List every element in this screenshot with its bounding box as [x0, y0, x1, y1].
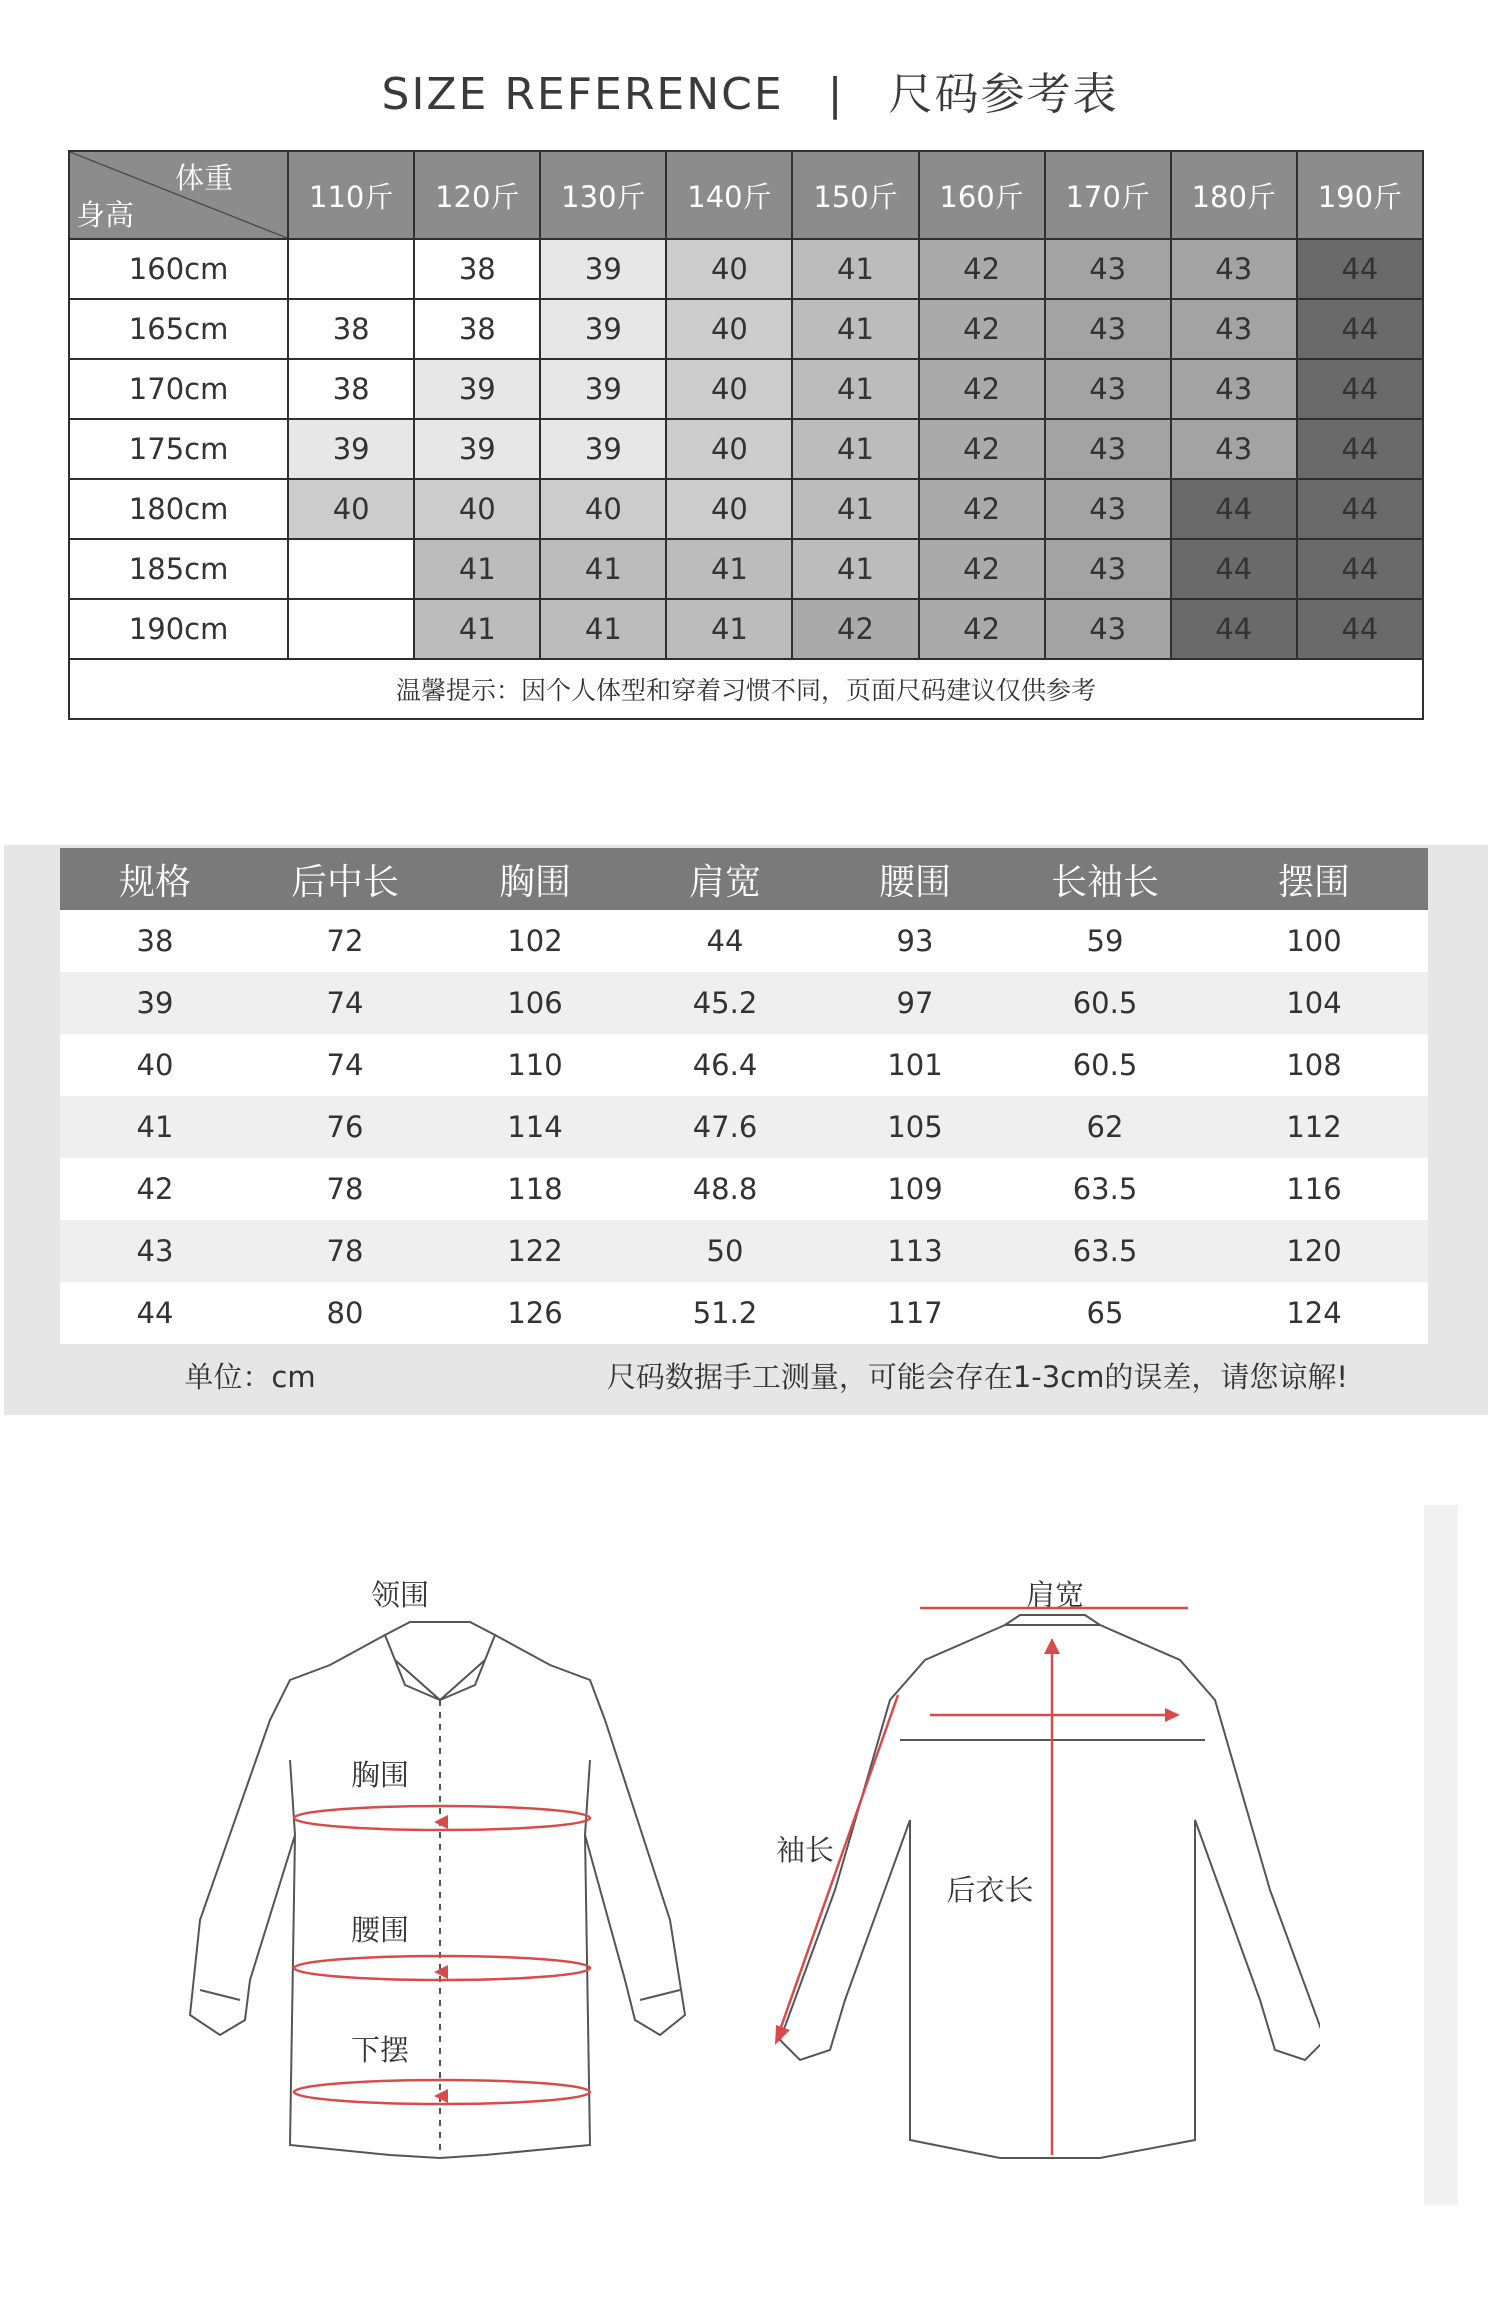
size-cell	[288, 539, 414, 599]
measurement-row	[60, 1034, 1428, 1096]
size-cell: 43	[1171, 359, 1297, 419]
size-cell: 41	[792, 359, 918, 419]
measurement-header-cell: 长袖长	[1010, 848, 1200, 910]
measurement-cell: 117	[820, 1282, 1010, 1344]
note-row	[69, 659, 1423, 719]
size-cell: 42	[919, 239, 1045, 299]
size-row	[69, 239, 1423, 299]
size-cell: 40	[414, 479, 540, 539]
left-cuff	[200, 1990, 240, 2000]
measurement-header	[60, 848, 1428, 910]
page-title	[0, 58, 1500, 122]
measurement-cell: 126	[440, 1282, 630, 1344]
height-cell: 175cm	[69, 419, 288, 479]
size-cell: 44	[1171, 599, 1297, 659]
measurement-cell: 108	[1200, 1034, 1428, 1096]
back-collar	[1005, 1615, 1100, 1625]
size-cell: 39	[288, 419, 414, 479]
title-zh: 尺码参考表	[888, 69, 1119, 120]
size-row	[69, 359, 1423, 419]
measurement-cell: 109	[820, 1158, 1010, 1220]
size-row	[69, 539, 1423, 599]
size-cell: 41	[666, 599, 792, 659]
size-reference-table	[68, 150, 1424, 720]
measurement-cell: 59	[1010, 910, 1200, 972]
size-cell: 38	[414, 239, 540, 299]
size-cell: 40	[540, 479, 666, 539]
size-cell: 42	[919, 539, 1045, 599]
measurement-row	[60, 972, 1428, 1034]
measurement-row	[60, 910, 1428, 972]
measurement-cell: 72	[250, 910, 440, 972]
back-shirt-diagram	[740, 1560, 1320, 2180]
size-cell: 42	[919, 599, 1045, 659]
size-cell: 41	[792, 239, 918, 299]
measurement-header-cell: 规格	[60, 848, 250, 910]
size-cell: 41	[792, 419, 918, 479]
size-cell: 44	[1171, 539, 1297, 599]
measurement-cell: 50	[630, 1220, 820, 1282]
title-en: SIZE REFERENCE	[381, 69, 784, 120]
size-cell: 43	[1045, 599, 1171, 659]
size-row	[69, 419, 1423, 479]
measurement-cell: 51.2	[630, 1282, 820, 1344]
measurement-cell: 76	[250, 1096, 440, 1158]
weight-header: 170斤	[1045, 151, 1171, 239]
size-cell: 40	[666, 359, 792, 419]
size-row	[69, 599, 1423, 659]
size-cell: 42	[792, 599, 918, 659]
height-cell: 190cm	[69, 599, 288, 659]
size-cell: 39	[414, 359, 540, 419]
measurement-cell: 106	[440, 972, 630, 1034]
size-cell: 42	[919, 479, 1045, 539]
size-cell: 39	[540, 359, 666, 419]
measurement-row	[60, 1220, 1428, 1282]
size-cell: 39	[540, 419, 666, 479]
size-cell: 40	[288, 479, 414, 539]
measurement-cell: 63.5	[1010, 1220, 1200, 1282]
size-cell: 41	[414, 599, 540, 659]
waist-label: 腰围	[350, 1913, 410, 1947]
weight-header: 140斤	[666, 151, 792, 239]
size-cell: 43	[1045, 299, 1171, 359]
measurement-cell: 62	[1010, 1096, 1200, 1158]
measurement-header-cell: 摆围	[1200, 848, 1428, 910]
size-cell: 43	[1171, 299, 1297, 359]
size-row	[69, 299, 1423, 359]
unit-note: 单位：cm	[60, 1344, 440, 1406]
measurement-header-cell: 后中长	[250, 848, 440, 910]
measurement-cell: 105	[820, 1096, 1010, 1158]
back-body-outline	[780, 1625, 1320, 2158]
size-row	[69, 479, 1423, 539]
measurement-cell: 97	[820, 972, 1010, 1034]
size-cell: 42	[919, 299, 1045, 359]
height-cell: 170cm	[69, 359, 288, 419]
size-cell: 44	[1297, 419, 1423, 479]
size-cell: 43	[1045, 359, 1171, 419]
measurement-cell: 100	[1200, 910, 1428, 972]
measurement-cell: 110	[440, 1034, 630, 1096]
weight-label: 体重	[175, 161, 234, 195]
measurement-cell: 120	[1200, 1220, 1428, 1282]
chest-arrow-icon	[434, 1815, 448, 1829]
error-note: 尺码数据手工测量，可能会存在1-3cm的误差，请您谅解!	[440, 1344, 1428, 1406]
measurement-row	[60, 1282, 1428, 1344]
measurement-cell: 47.6	[630, 1096, 820, 1158]
size-cell: 38	[288, 299, 414, 359]
size-cell: 43	[1045, 239, 1171, 299]
size-cell: 39	[540, 299, 666, 359]
measurement-row	[60, 1096, 1428, 1158]
measurement-cell: 60.5	[1010, 972, 1200, 1034]
measurement-cell: 46.4	[630, 1034, 820, 1096]
measurement-cell: 102	[440, 910, 630, 972]
size-cell: 39	[540, 239, 666, 299]
size-cell: 44	[1297, 479, 1423, 539]
size-cell: 44	[1297, 299, 1423, 359]
size-cell: 41	[540, 599, 666, 659]
measurement-cell: 45.2	[630, 972, 820, 1034]
measurement-cell: 118	[440, 1158, 630, 1220]
right-cuff	[640, 1990, 680, 2000]
size-cell: 44	[1297, 539, 1423, 599]
size-cell: 40	[666, 239, 792, 299]
size-cell: 43	[1045, 539, 1171, 599]
title-separator: |	[827, 69, 845, 120]
size-cell: 41	[792, 539, 918, 599]
weight-header: 120斤	[414, 151, 540, 239]
size-cell: 41	[792, 299, 918, 359]
measurement-header-cell: 腰围	[820, 848, 1010, 910]
measurement-cell: 124	[1200, 1282, 1428, 1344]
size-cell: 43	[1045, 479, 1171, 539]
corner-cell	[69, 151, 288, 239]
size-cell: 38	[288, 359, 414, 419]
weight-header: 160斤	[919, 151, 1045, 239]
measurement-header-cell: 胸围	[440, 848, 630, 910]
measurement-cell: 93	[820, 910, 1010, 972]
size-cell: 40	[666, 419, 792, 479]
length-arrow-icon	[1044, 1638, 1060, 1654]
back-length-label: 后衣长	[946, 1873, 1034, 1907]
height-cell: 160cm	[69, 239, 288, 299]
weight-header: 180斤	[1171, 151, 1297, 239]
hem-label: 下摆	[350, 2033, 410, 2067]
yoke-arrow-icon	[1165, 1708, 1180, 1722]
size-cell: 41	[414, 539, 540, 599]
measurement-cell: 39	[60, 972, 250, 1034]
size-cell: 38	[414, 299, 540, 359]
shoulder-label: 肩宽	[1025, 1578, 1085, 1612]
decorative-strip	[1424, 1505, 1458, 2205]
measurement-cell: 74	[250, 1034, 440, 1096]
size-note: 温馨提示：因个人体型和穿着习惯不同，页面尺码建议仅供参考	[69, 659, 1423, 719]
measurement-cell: 122	[440, 1220, 630, 1282]
measurement-row	[60, 1158, 1428, 1220]
measurement-cell: 80	[250, 1282, 440, 1344]
size-cell: 44	[1297, 359, 1423, 419]
measurement-footer	[60, 1344, 1428, 1406]
height-label: 身高	[76, 198, 135, 232]
measurement-cell: 38	[60, 910, 250, 972]
measurement-cell: 43	[60, 1220, 250, 1282]
measurement-cell: 44	[630, 910, 820, 972]
front-shirt-diagram	[180, 1560, 740, 2180]
height-cell: 180cm	[69, 479, 288, 539]
measurement-cell: 48.8	[630, 1158, 820, 1220]
sleeve-label: 袖长	[775, 1833, 835, 1867]
measurement-cell: 112	[1200, 1096, 1428, 1158]
measurement-cell: 44	[60, 1282, 250, 1344]
measurement-cell: 78	[250, 1220, 440, 1282]
weight-header: 150斤	[792, 151, 918, 239]
size-cell: 43	[1171, 239, 1297, 299]
size-cell: 41	[666, 539, 792, 599]
measurement-cell: 101	[820, 1034, 1010, 1096]
weight-header: 130斤	[540, 151, 666, 239]
size-cell: 44	[1297, 599, 1423, 659]
size-cell: 40	[666, 299, 792, 359]
size-cell: 44	[1171, 479, 1297, 539]
measurement-cell: 104	[1200, 972, 1428, 1034]
measurement-cell: 42	[60, 1158, 250, 1220]
size-cell: 43	[1171, 419, 1297, 479]
measurement-cell: 114	[440, 1096, 630, 1158]
measurement-cell: 63.5	[1010, 1158, 1200, 1220]
size-cell: 40	[666, 479, 792, 539]
size-cell	[288, 599, 414, 659]
size-reference-header	[69, 151, 1423, 239]
size-cell	[288, 239, 414, 299]
measurement-cell: 74	[250, 972, 440, 1034]
size-cell: 43	[1045, 419, 1171, 479]
measurement-cell: 60.5	[1010, 1034, 1200, 1096]
measurement-cell: 40	[60, 1034, 250, 1096]
measurement-cell: 65	[1010, 1282, 1200, 1344]
measurement-cell: 116	[1200, 1158, 1428, 1220]
size-cell: 44	[1297, 239, 1423, 299]
size-cell: 41	[540, 539, 666, 599]
size-cell: 42	[919, 359, 1045, 419]
collar-label: 领围	[370, 1578, 430, 1612]
chest-label: 胸围	[350, 1758, 410, 1792]
measurement-cell: 78	[250, 1158, 440, 1220]
size-cell: 39	[414, 419, 540, 479]
height-cell: 165cm	[69, 299, 288, 359]
weight-header: 190斤	[1297, 151, 1423, 239]
height-cell: 185cm	[69, 539, 288, 599]
size-cell: 41	[792, 479, 918, 539]
measurement-cell: 41	[60, 1096, 250, 1158]
measurement-header-cell: 肩宽	[630, 848, 820, 910]
front-collar	[385, 1622, 495, 1700]
measurement-cell: 113	[820, 1220, 1010, 1282]
weight-header: 110斤	[288, 151, 414, 239]
measurement-table	[60, 848, 1428, 1406]
size-cell: 42	[919, 419, 1045, 479]
